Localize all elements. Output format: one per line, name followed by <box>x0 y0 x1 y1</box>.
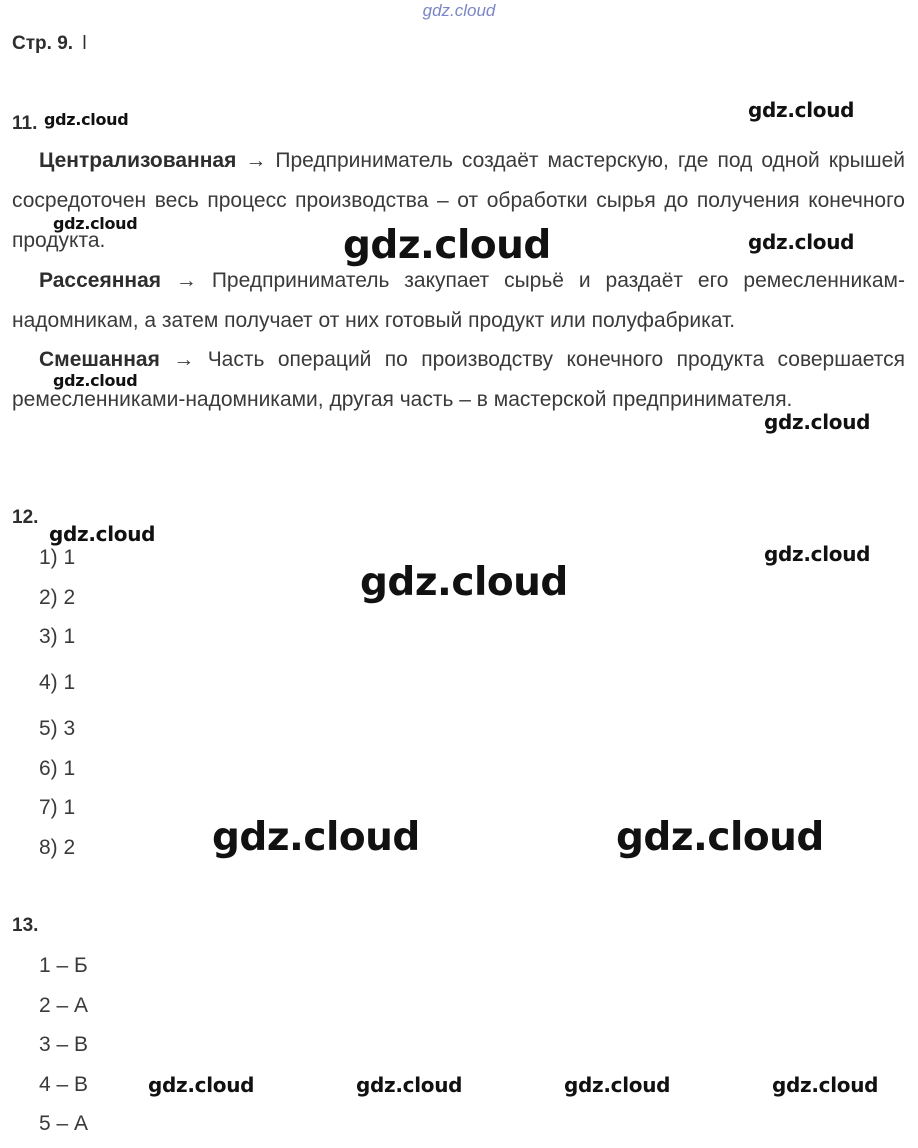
task-11-paragraph-dispersed <box>12 261 905 341</box>
watermark: gdz.cloud <box>764 542 871 566</box>
definition-centralized: Предприниматель создаёт мастерскую, где под одной крышей сосредоточен весь процесс производства – от обработки сырья до получения конечного продукта. <box>12 149 905 252</box>
task-12-answer: 5) 3 <box>39 717 76 740</box>
task-13-answer: 4 – В <box>39 1073 89 1096</box>
task-11-number: 11. <box>12 113 38 134</box>
watermark: gdz.cloud <box>616 815 824 860</box>
watermark: gdz.cloud <box>53 214 138 233</box>
task-12-answer: 2) 2 <box>39 586 76 609</box>
watermark: gdz.cloud <box>343 223 551 268</box>
watermark: gdz.cloud <box>772 1073 879 1097</box>
arrow: → <box>245 149 267 172</box>
task-13-answer: 5 – А <box>39 1112 89 1135</box>
watermark: gdz.cloud <box>49 522 156 546</box>
arrow: → <box>173 348 195 371</box>
definition-dispersed: Предприниматель закупает сырьё и раздаёт его ремесленникам-надомникам, а затем получает от них готовый продукт или полуфабрикат. <box>12 269 905 332</box>
task-13-number: 13. <box>12 915 39 936</box>
task-12-number: 12. <box>12 507 39 528</box>
watermark: gdz.cloud <box>44 110 129 129</box>
arrow: → <box>175 269 197 292</box>
task-12-answer: 1) 1 <box>39 546 76 569</box>
task-11-paragraph-mixed <box>12 340 905 420</box>
task-12-answer: 6) 1 <box>39 757 76 780</box>
task-12-answer: 4) 1 <box>39 671 76 694</box>
task-13-answer: 3 – В <box>39 1033 89 1056</box>
task-12-answer: 7) 1 <box>39 796 76 819</box>
term-dispersed: Рассеянная <box>39 269 162 292</box>
watermark: gdz.cloud <box>53 371 138 390</box>
watermark: gdz.cloud <box>148 1073 255 1097</box>
top-watermark: gdz.cloud <box>422 1 496 20</box>
watermark: gdz.cloud <box>748 98 855 122</box>
task-13-answer: 1 – Б <box>39 954 88 977</box>
task-13-answer: 2 – А <box>39 994 89 1017</box>
watermark: gdz.cloud <box>564 1073 671 1097</box>
watermark: gdz.cloud <box>360 560 568 605</box>
page-header-label: Стр. 9. <box>12 33 74 54</box>
task-12-answer: 3) 1 <box>39 625 76 648</box>
watermark: gdz.cloud <box>356 1073 463 1097</box>
watermark: gdz.cloud <box>212 815 420 860</box>
definition-mixed: Часть операций по производству конечного продукта совершается ремесленниками-надомниками, другая часть – в мастерской предпринимателя. <box>12 348 905 411</box>
watermark: gdz.cloud <box>748 230 855 254</box>
page-header-mark: l <box>82 33 87 54</box>
term-mixed: Смешанная <box>39 348 160 371</box>
task-12-answer: 8) 2 <box>39 836 76 859</box>
watermark: gdz.cloud <box>764 410 871 434</box>
page-header <box>12 33 87 55</box>
term-centralized: Централизованная <box>39 149 237 172</box>
